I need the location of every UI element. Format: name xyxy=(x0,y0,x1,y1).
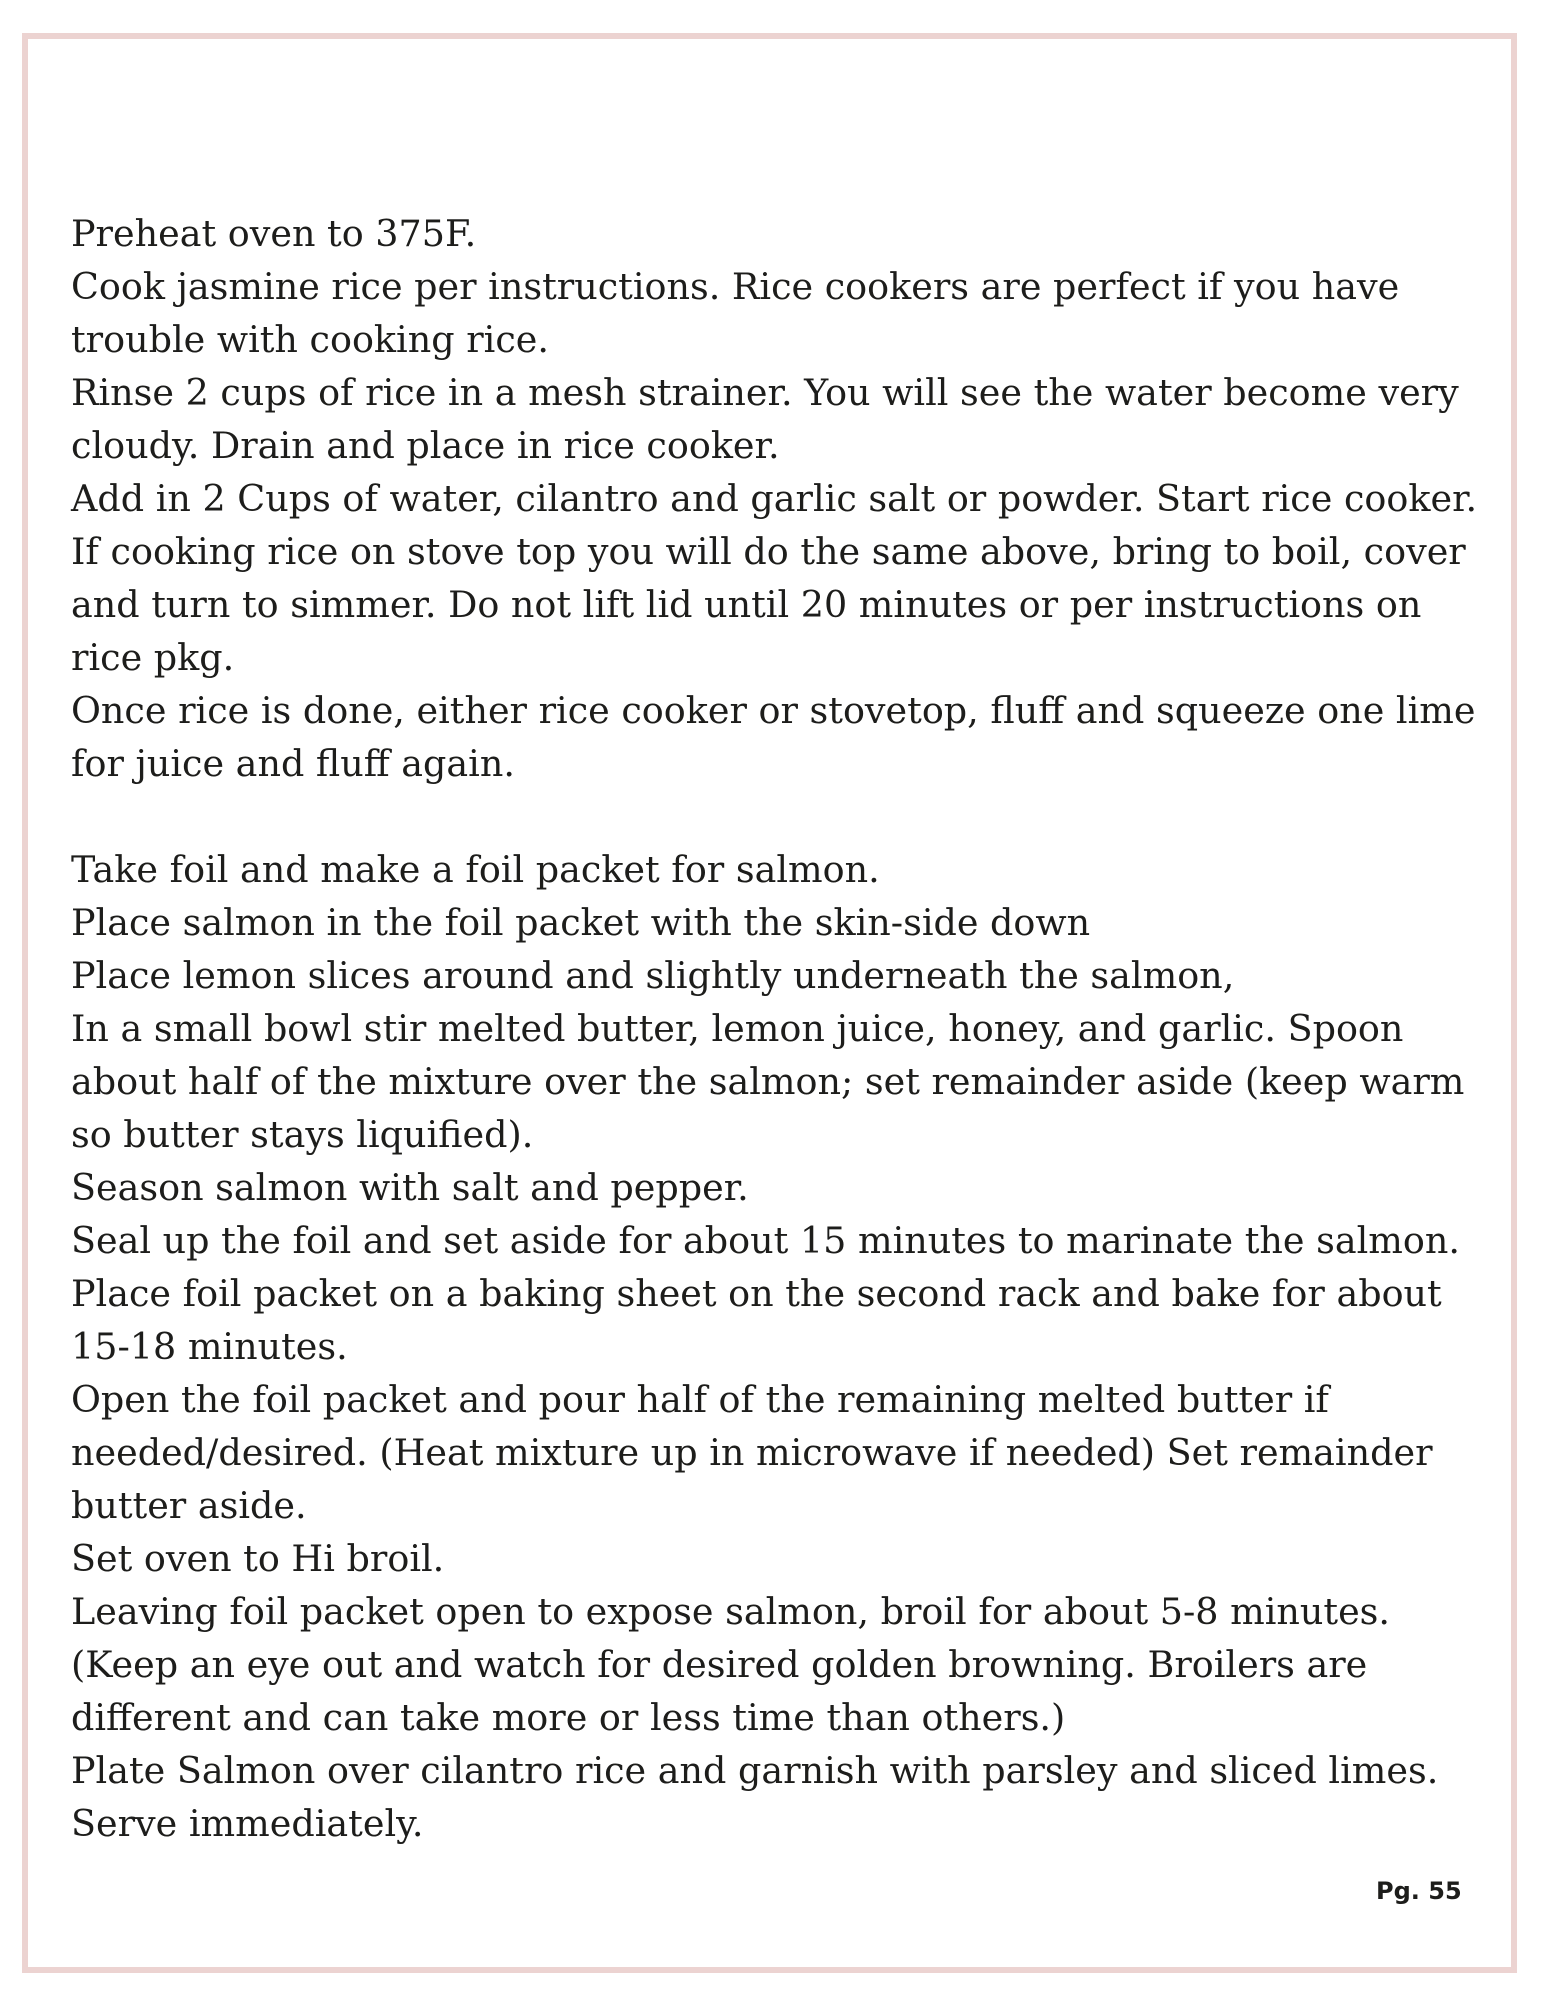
instruction-step: Place lemon slices around and slightly underneath the salmon, xyxy=(71,954,1235,997)
instruction-step: Plate Salmon over cilantro rice and garnish with parsley and sliced limes. xyxy=(71,1749,1439,1792)
instruction-step: Seal up the foil and set aside for about 15 minutes to marinate the salmon. xyxy=(71,1219,1460,1262)
instruction-step: Season salmon with salt and pepper. xyxy=(71,1166,749,1209)
instruction-step: Serve immediately. xyxy=(71,1802,424,1845)
recipe-instructions xyxy=(71,207,1481,1850)
instruction-step: Preheat oven to 375F. xyxy=(71,212,477,255)
page-number: Pg. 55 xyxy=(1376,1877,1462,1905)
instruction-step: Open the foil packet and pour half of the remaining melted butter if needed/desired. (Heat mixture up in microwave if needed) Set remainder butter aside. xyxy=(71,1378,1433,1527)
instruction-step: Place salmon in the foil packet with the skin-side down xyxy=(71,901,1091,944)
rice-instructions xyxy=(71,207,1481,790)
salmon-instructions xyxy=(71,843,1481,1850)
instruction-step: Leaving foil packet open to expose salmon, broil for about 5-8 minutes. (Keep an eye out and watch for desired golden browning. Broilers are different and can take more or less time than others.) xyxy=(71,1590,1391,1739)
section-spacer xyxy=(71,790,1481,843)
instruction-step: Set oven to Hi broil. xyxy=(71,1537,445,1580)
instruction-step: Rinse 2 cups of rice in a mesh strainer. You will see the water become very cloudy. Drain and place in rice cooker. xyxy=(71,371,1459,467)
instruction-step: Add in 2 Cups of water, cilantro and garlic salt or powder. Start rice cooker. xyxy=(71,477,1478,520)
instruction-step: Once rice is done, either rice cooker or stovetop, fluff and squeeze one lime for juice and fluff again. xyxy=(71,689,1476,785)
instruction-step: Cook jasmine rice per instructions. Rice cookers are perfect if you have trouble with cooking rice. xyxy=(71,265,1400,361)
instruction-step: In a small bowl stir melted butter, lemon juice, honey, and garlic. Spoon about half of the mixture over the salmon; set remainder aside (keep warm so butter stays liquified). xyxy=(71,1007,1465,1156)
instruction-step: Take foil and make a foil packet for salmon. xyxy=(71,848,880,891)
instruction-step: Place foil packet on a baking sheet on the second rack and bake for about 15-18 minutes. xyxy=(71,1272,1442,1368)
instruction-step: If cooking rice on stove top you will do the same above, bring to boil, cover and turn to simmer. Do not lift lid until 20 minutes or per instructions on rice pkg. xyxy=(71,530,1466,679)
